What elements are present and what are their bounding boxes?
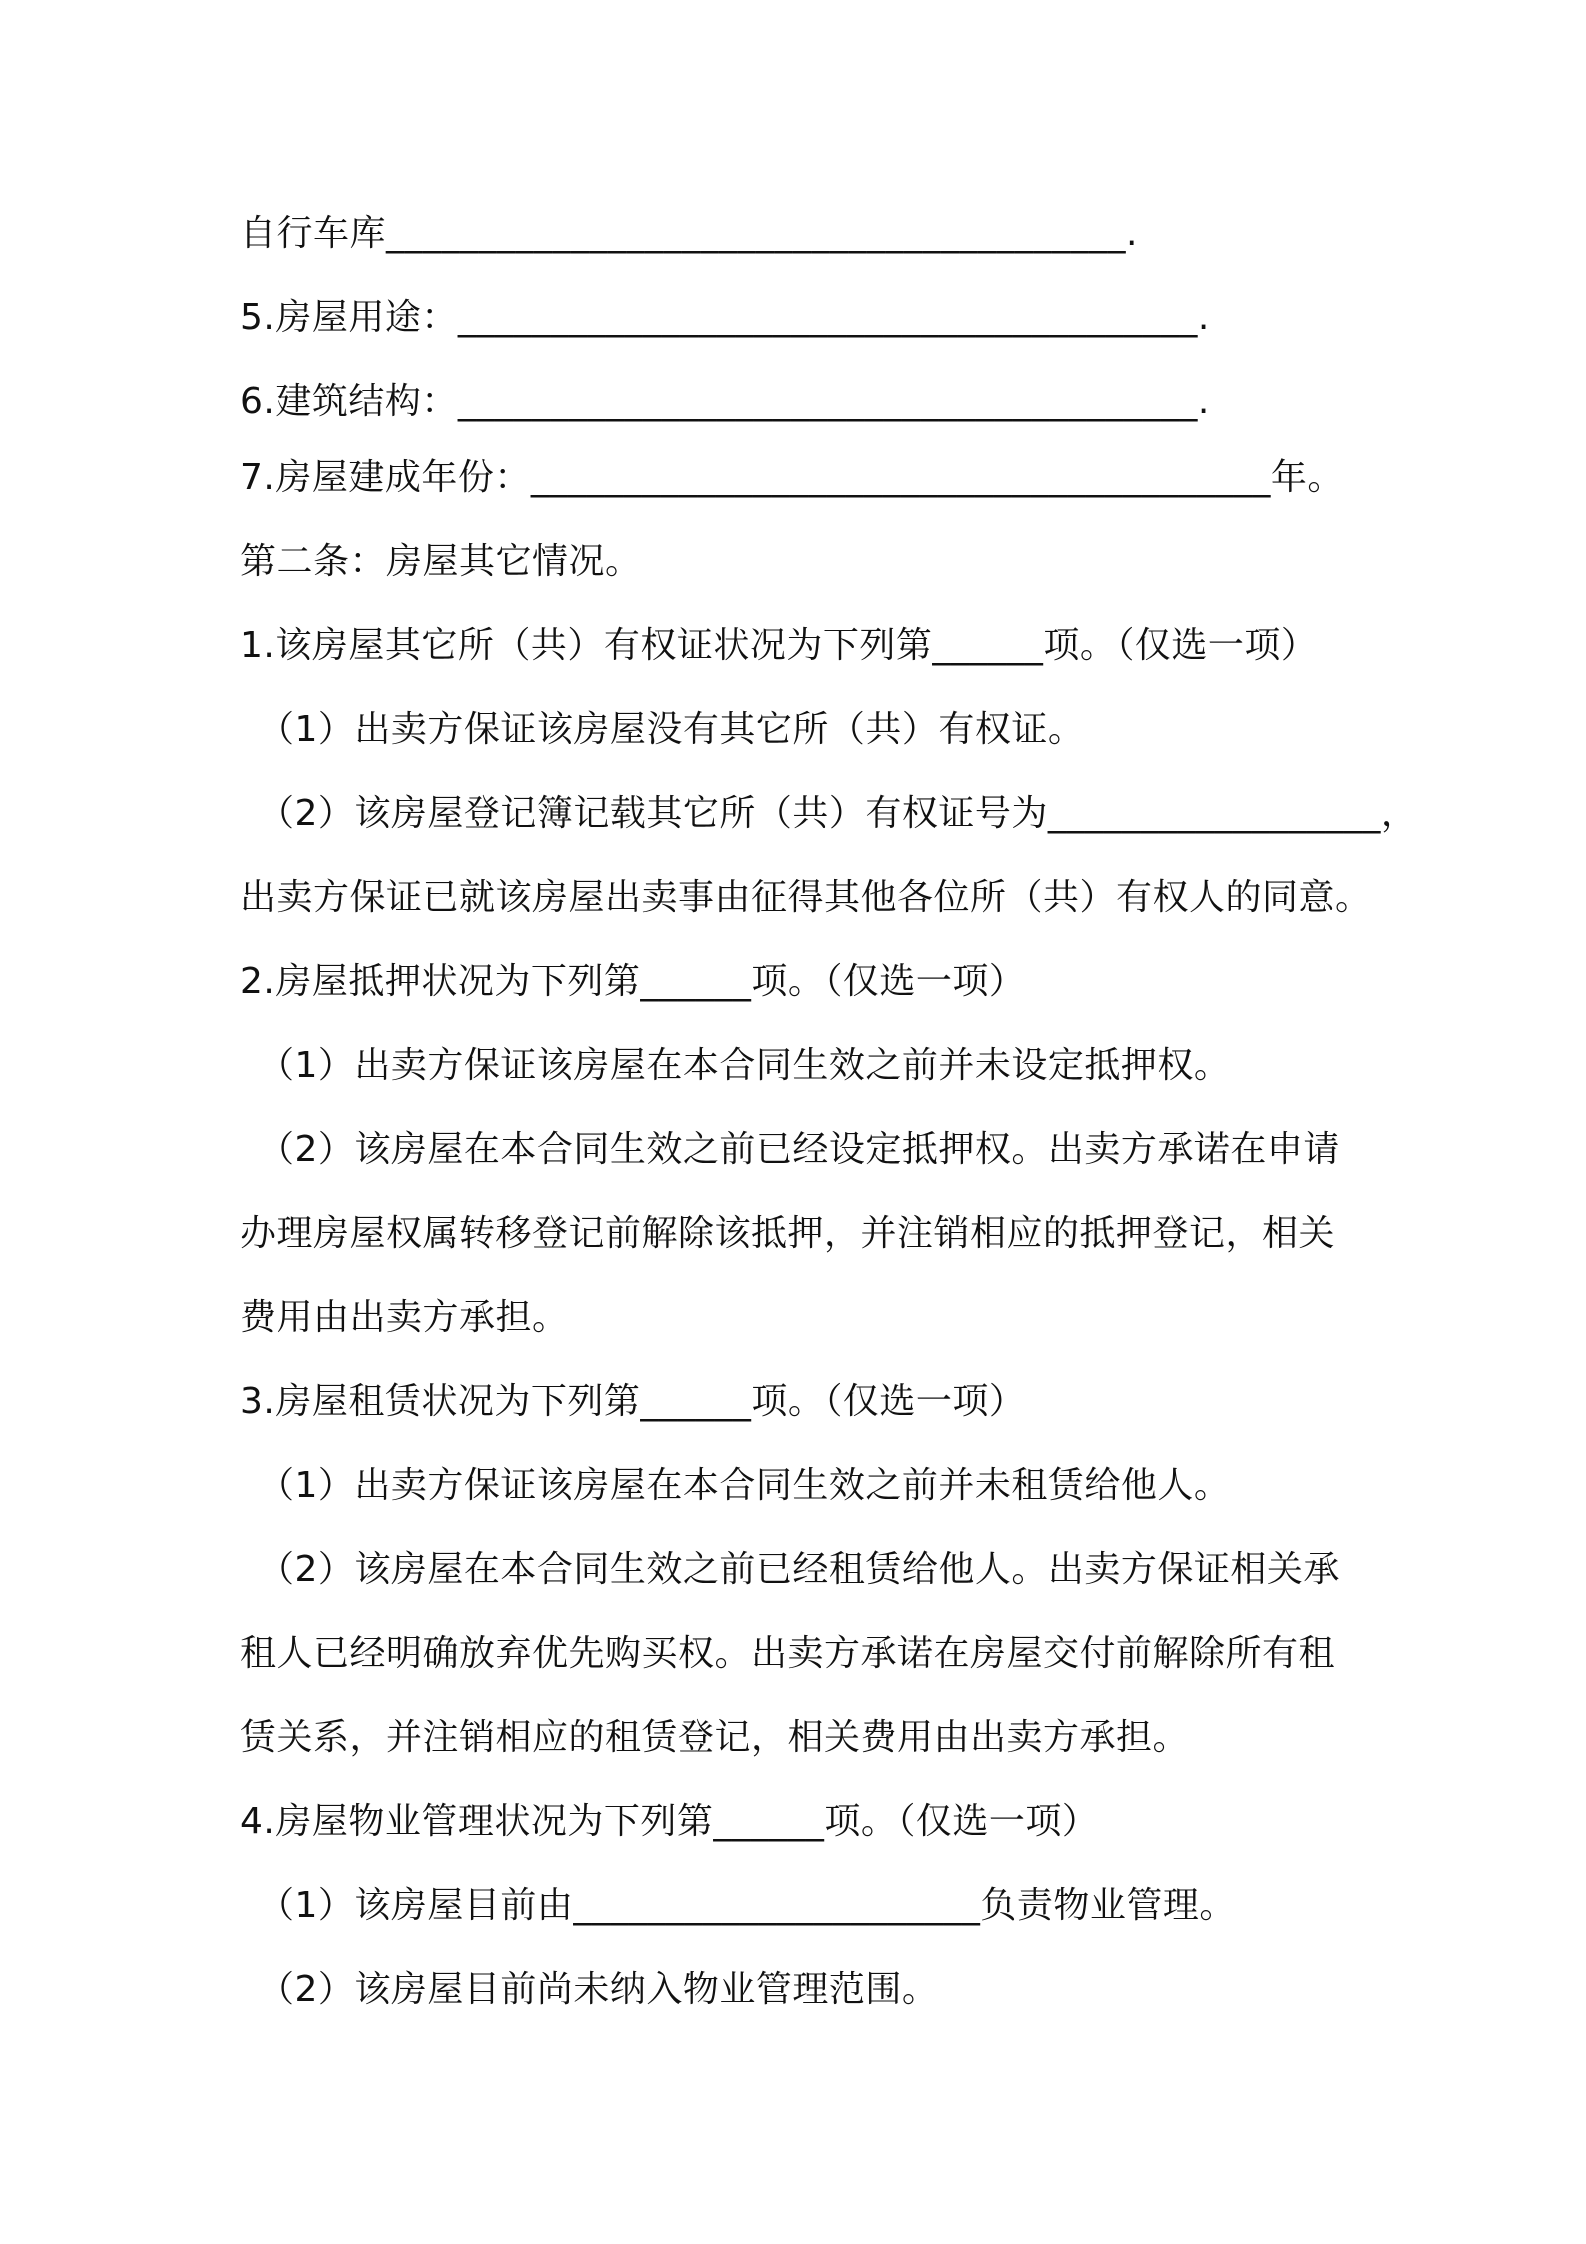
text-line-item-1-option-2-cont: 出卖方保证已就该房屋出卖事由征得其他各位所（共）有权人的同意。 <box>240 877 1372 918</box>
text-line-bicycle-garage: 自行车库________________________________________. <box>240 213 1138 254</box>
text-line-item-1-option-2: （2）该房屋登记簿记载其它所（共）有权证号为__________________， <box>258 793 1418 834</box>
text-line-item-4-option-2: （2）该房屋目前尚未纳入物业管理范围。 <box>258 1969 939 2010</box>
text-line-build-year: 7.房屋建成年份：________________________________________年。 <box>240 457 1344 498</box>
text-line-item-2-option-2-cont-2: 费用由出卖方承担。 <box>240 1297 569 1338</box>
text-line-item-1-option-1: （1）出卖方保证该房屋没有其它所（共）有权证。 <box>258 709 1085 750</box>
text-line-item-3-option-2-cont-1: 租人已经明确放弃优先购买权。出卖方承诺在房屋交付前解除所有租 <box>240 1633 1336 1674</box>
text-line-building-structure: 6.建筑结构：________________________________________. <box>240 381 1210 422</box>
text-line-item-3-option-1: （1）出卖方保证该房屋在本合同生效之前并未租赁给他人。 <box>258 1465 1231 1506</box>
text-line-item-4: 4.房屋物业管理状况为下列第______项。（仅选一项） <box>240 1801 1099 1842</box>
text-line-item-4-option-1: （1）该房屋目前由______________________负责物业管理。 <box>258 1885 1236 1926</box>
text-line-item-2-option-2-cont-1: 办理房屋权属转移登记前解除该抵押，并注销相应的抵押登记，相关 <box>240 1213 1336 1254</box>
text-line-item-2-option-2: （2）该房屋在本合同生效之前已经设定抵押权。出卖方承诺在申请 <box>258 1129 1340 1170</box>
text-line-item-3: 3.房屋租赁状况为下列第______项。（仅选一项） <box>240 1381 1026 1422</box>
text-line-item-2: 2.房屋抵押状况为下列第______项。（仅选一项） <box>240 961 1026 1002</box>
text-line-item-3-option-2-cont-2: 赁关系，并注销相应的租赁登记，相关费用由出卖方承担。 <box>240 1717 1190 1758</box>
section-heading-article-2: 第二条：房屋其它情况。 <box>240 541 642 582</box>
text-line-item-1: 1.该房屋其它所（共）有权证状况为下列第______项。（仅选一项） <box>240 625 1318 666</box>
text-line-item-3-option-2: （2）该房屋在本合同生效之前已经租赁给他人。出卖方保证相关承 <box>258 1549 1340 1590</box>
text-line-house-use: 5.房屋用途：________________________________________. <box>240 297 1210 338</box>
text-line-item-2-option-1: （1）出卖方保证该房屋在本合同生效之前并未设定抵押权。 <box>258 1045 1231 1086</box>
